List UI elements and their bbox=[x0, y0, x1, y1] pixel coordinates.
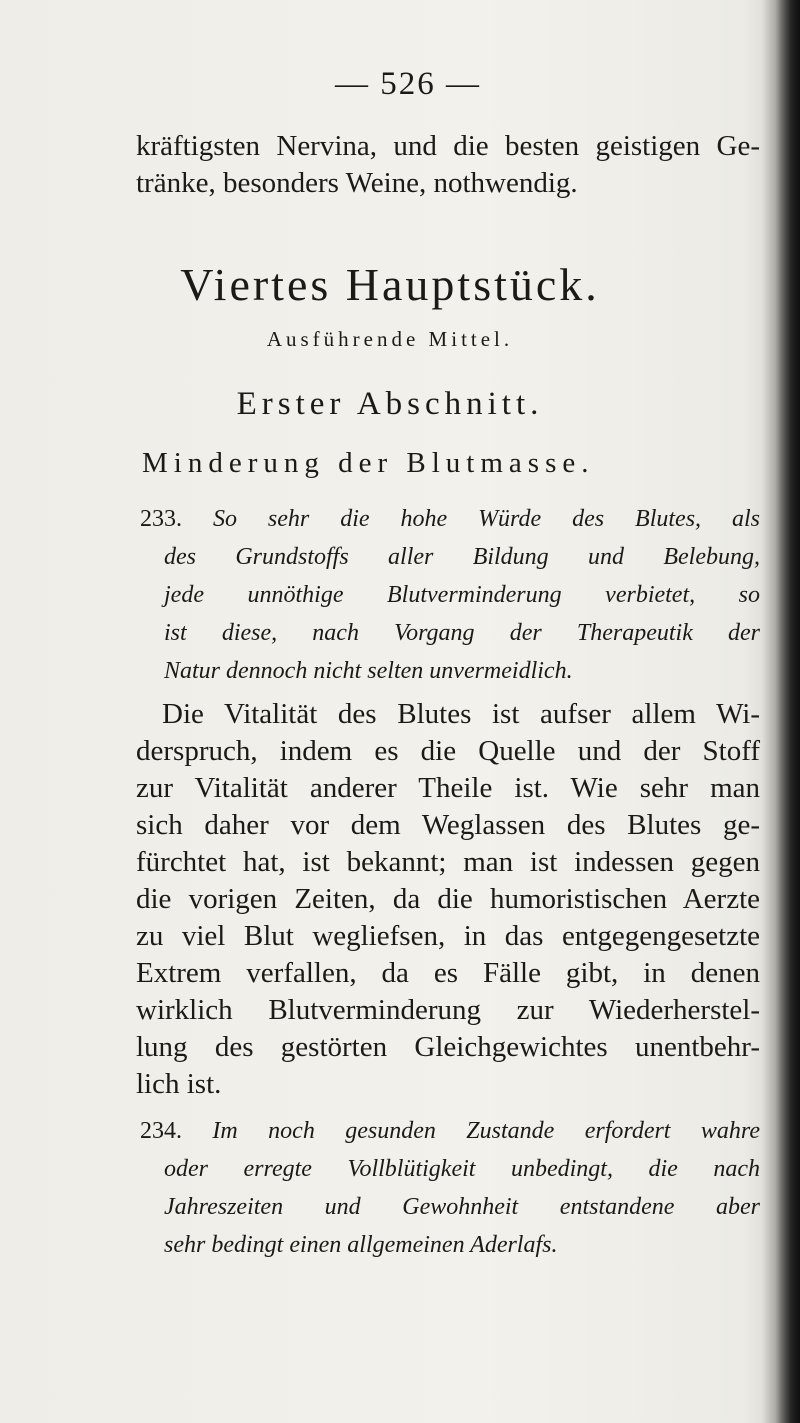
text-line: jede unnöthige Blutverminderung verbietet, so bbox=[164, 582, 760, 608]
text-line: lich ist. bbox=[136, 1068, 222, 1100]
text-line: lung des gestörten Gleichgewichtes unentbehr- bbox=[136, 1031, 760, 1063]
text-line: derspruch, indem es die Quelle und der Stoff bbox=[136, 735, 760, 767]
text-line: sich daher vor dem Weglassen des Blutes ge- bbox=[136, 809, 760, 841]
text-line bbox=[140, 500, 760, 538]
intro-paragraph bbox=[136, 128, 760, 202]
section-topic: Minderung der Blutmasse. bbox=[142, 447, 595, 479]
text-line: die vorigen Zeiten, da die humoristischen Aerzte bbox=[136, 883, 760, 915]
paragraph-233 bbox=[140, 500, 760, 690]
chapter-title: Viertes Hauptstück. bbox=[180, 259, 600, 310]
text-line: sehr bedingt einen allgemeinen Aderlafs. bbox=[164, 1232, 558, 1258]
book-spine-shadow bbox=[762, 0, 800, 1423]
paragraph-number: 234. bbox=[140, 1118, 182, 1144]
text-line: wirklich Blutverminderung zur Wiederherstel- bbox=[136, 994, 760, 1026]
paragraph-number: 233. bbox=[140, 506, 182, 532]
text-line: zu viel Blut wegliefsen, in das entgegengesetzte bbox=[136, 920, 760, 952]
text-line: des Grundstoffs aller Bildung und Belebung, bbox=[164, 544, 760, 570]
text-line: ist diese, nach Vorgang der Therapeutik der bbox=[164, 620, 760, 646]
text-line: tränke, besonders Weine, nothwendig. bbox=[136, 167, 578, 199]
text-line-content: Im noch gesunden Zustande erfordert wahre bbox=[212, 1118, 760, 1144]
text-line: Extrem verfallen, da es Fälle gibt, in denen bbox=[136, 957, 760, 989]
paragraph-234 bbox=[140, 1112, 760, 1264]
page-number: — 526 — bbox=[335, 66, 481, 102]
text-line: kräftigsten Nervina, und die besten geistigen Ge- bbox=[136, 130, 760, 162]
section-title: Erster Abschnitt. bbox=[236, 386, 544, 422]
text-line-content: So sehr die hohe Würde des Blutes, als bbox=[212, 506, 760, 532]
body-paragraph bbox=[136, 696, 760, 1103]
text-line: Jahreszeiten und Gewohnheit entstandene aber bbox=[164, 1194, 760, 1220]
text-line: oder erregte Vollblütigkeit unbedingt, die nach bbox=[164, 1156, 760, 1182]
text-line: Die Vitalität des Blutes ist aufser allem Wi- bbox=[162, 698, 760, 730]
text-line: zur Vitalität anderer Theile ist. Wie sehr man bbox=[136, 772, 760, 804]
text-line: Natur dennoch nicht selten unvermeidlich. bbox=[164, 658, 573, 684]
text-line: fürchtet hat, ist bekannt; man ist indessen gegen bbox=[136, 846, 760, 878]
chapter-subtitle: Ausführende Mittel. bbox=[266, 327, 514, 351]
text-line bbox=[140, 1112, 760, 1150]
